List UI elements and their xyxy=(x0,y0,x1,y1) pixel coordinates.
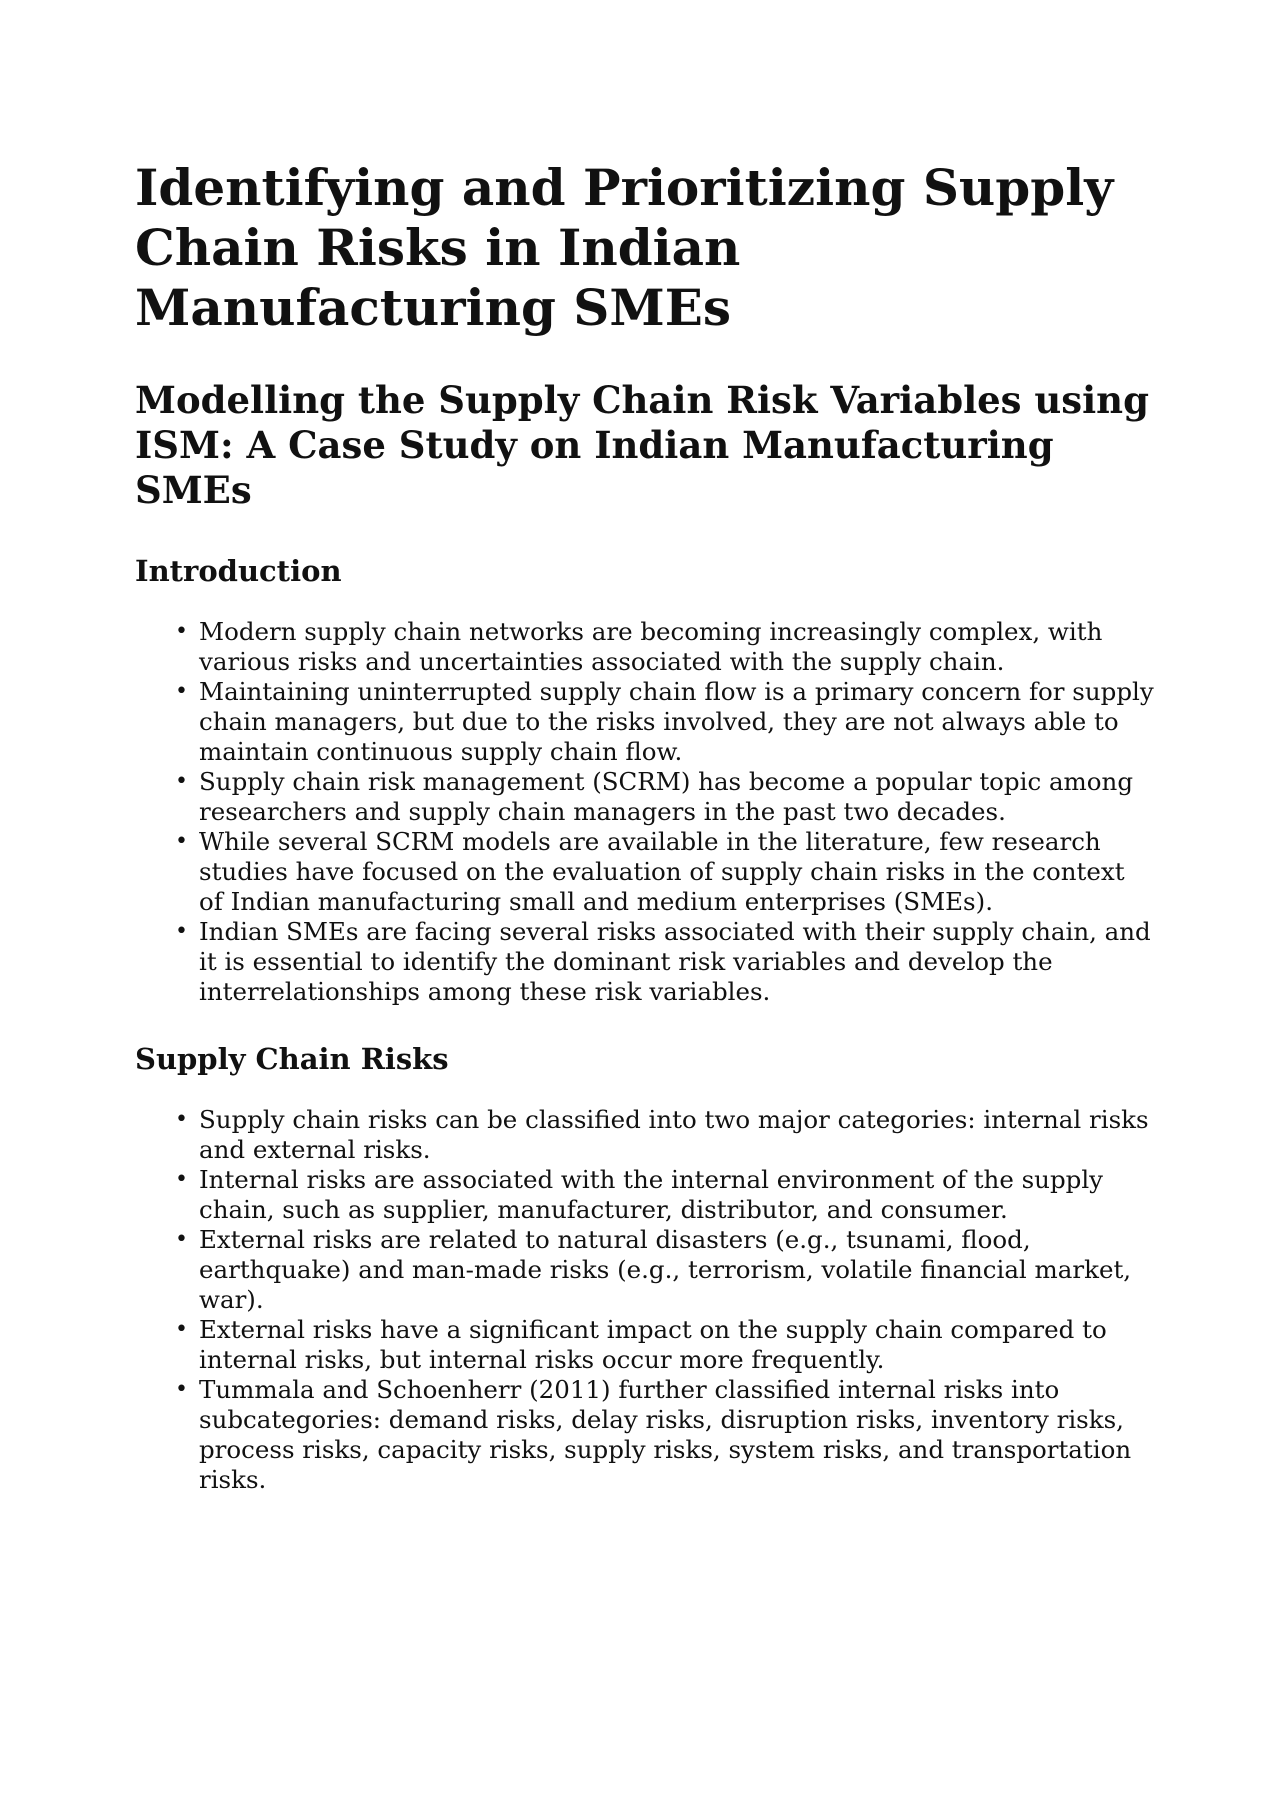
document-subtitle: Modelling the Supply Chain Risk Variables using ISM: A Case Study on Indian Manufacturing SMEs xyxy=(135,378,1149,512)
list-item xyxy=(175,617,1155,677)
list-item-text: Internal risks are associated with the internal environment of the supply chain, such as supplier, manufacturer, distributor, and consumer. xyxy=(199,1165,1103,1224)
list-item-text: Tummala and Schoenherr (2011) further classified internal risks into subcategories: demand risks, delay risks, disruption risks, inventory risks, process risks, capacity risks, supply risks, system risks, and transportation risks. xyxy=(199,1375,1132,1494)
introduction-bullet-list xyxy=(135,617,1155,1007)
list-item xyxy=(175,1105,1155,1165)
document-page xyxy=(135,158,1155,1495)
bullet-icon: • xyxy=(175,919,188,944)
list-item-text: Supply chain risks can be classified into two major categories: internal risks and external risks. xyxy=(199,1105,1149,1164)
list-item xyxy=(175,1165,1155,1225)
list-item-text: Supply chain risk management (SCRM) has become a popular topic among researchers and supply chain managers in the past two decades. xyxy=(199,767,1134,826)
section-heading-introduction: Introduction xyxy=(135,554,342,588)
list-item xyxy=(175,917,1155,1007)
list-item-text: External risks have a significant impact on the supply chain compared to internal risks, but internal risks occur more frequently. xyxy=(199,1315,1107,1374)
section-heading-supply-chain-risks: Supply Chain Risks xyxy=(135,1042,449,1076)
bullet-icon: • xyxy=(175,1317,188,1342)
list-item xyxy=(175,767,1155,827)
list-item xyxy=(175,1315,1155,1375)
bullet-icon: • xyxy=(175,1107,188,1132)
supply-chain-risks-bullet-list xyxy=(135,1105,1155,1495)
bullet-icon: • xyxy=(175,679,188,704)
bullet-icon: • xyxy=(175,1227,188,1252)
list-item xyxy=(175,1225,1155,1315)
list-item-text: Indian SMEs are facing several risks associated with their supply chain, and it is essential to identify the dominant risk variables and develop the interrelationships among these risk variables. xyxy=(199,917,1151,1006)
bullet-icon: • xyxy=(175,769,188,794)
list-item xyxy=(175,1375,1155,1495)
bullet-icon: • xyxy=(175,1167,188,1192)
list-item-text: Maintaining uninterrupted supply chain flow is a primary concern for supply chain managers, but due to the risks involved, they are not always able to maintain continuous supply chain flow. xyxy=(199,677,1154,766)
bullet-icon: • xyxy=(175,1377,188,1402)
list-item xyxy=(175,677,1155,767)
bullet-icon: • xyxy=(175,829,188,854)
list-item xyxy=(175,827,1155,917)
document-title: Identifying and Prioritizing Supply Chain Risks in Indian Manufacturing SMEs xyxy=(135,158,1114,337)
bullet-icon: • xyxy=(175,619,188,644)
list-item-text: External risks are related to natural disasters (e.g., tsunami, flood, earthquake) and man-made risks (e.g., terrorism, volatile financial market, war). xyxy=(199,1225,1132,1314)
list-item-text: While several SCRM models are available in the literature, few research studies have focused on the evaluation of supply chain risks in the context of Indian manufacturing small and medium enterprises (SMEs). xyxy=(199,827,1125,916)
list-item-text: Modern supply chain networks are becoming increasingly complex, with various risks and uncertainties associated with the supply chain. xyxy=(199,617,1103,676)
